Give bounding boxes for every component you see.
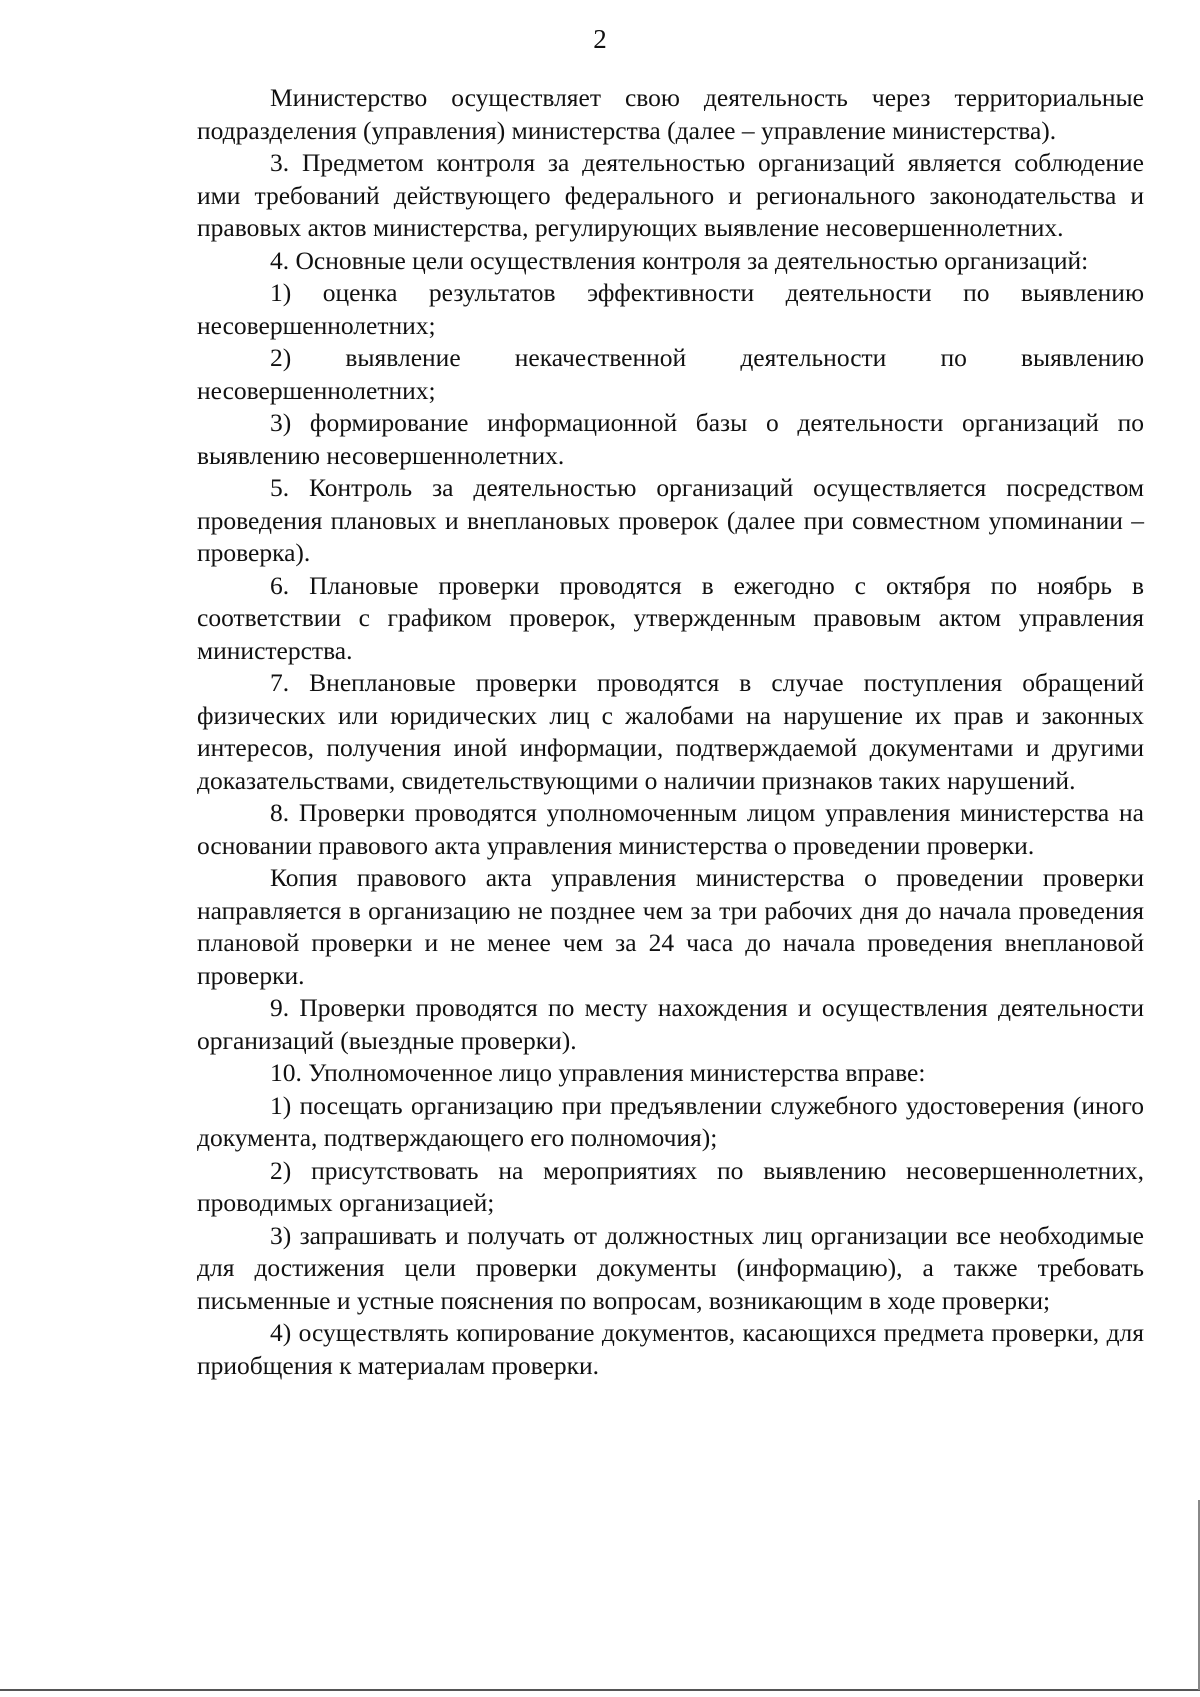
paragraph-10-item-4: 4) осуществлять копирование документов, касающихся предмета проверки, для приобщения к материалам проверки. xyxy=(197,1318,1144,1380)
paragraph-4-item-1: 1) оценка результатов эффективности деятельности по выявлению несовершеннолетних; xyxy=(197,278,1144,340)
paragraph-10-rights: 10. Уполномоченное лицо управления министерства вправе: xyxy=(270,1058,926,1087)
paragraph-4-item-3: 3) формирование информационной базы о деятельности организаций по выявлению несовершеннолетних. xyxy=(197,408,1144,470)
paragraph-ministry-activity: Министерство осуществляет свою деятельность через территориальные подразделения (управления) министерства (далее – управление министерства). xyxy=(197,83,1144,145)
paragraph-7-unplanned: 7. Внеплановые проверки проводятся в случае поступления обращений физических или юридических лиц с жалобами на нарушение их прав и законных интересов, получения иной информации, подтверждаемой документами и другими доказательствами, свидетельствующими о наличии признаков таких нарушений. xyxy=(197,668,1144,795)
paragraph-4-item-2: 2) выявление некачественной деятельности по выявлению несовершеннолетних; xyxy=(197,343,1144,405)
paragraph-4-goals: 4. Основные цели осуществления контроля за деятельностью организаций: xyxy=(270,245,1089,275)
paragraph-6-planned: 6. Плановые проверки проводятся в ежегодно с октября по ноябрь в соответствии с графиком проверок, утвержденным правовым актом управления министерства. xyxy=(197,570,1144,665)
paragraph-5-control: 5. Контроль за деятельностью организаций осуществляется посредством проведения плановых и внеплановых проверок (далее при совместном упоминании – проверка). xyxy=(197,473,1144,567)
paragraph-10-item-3: 3) запрашивать и получать от должностных лиц организации все необходимые для достижения цели проверки документы (информацию), а также требовать письменные и устные пояснения по вопросам, возникающим в ходе проверки; xyxy=(197,1220,1144,1315)
paragraph-3-subject: 3. Предметом контроля за деятельностью организаций является соблюдение ими требований действующего федерального и регионального законодательства и правовых актов министерства, регулирующих выявление несовершеннолетних. xyxy=(197,148,1144,242)
page-bottom-edge xyxy=(0,1689,1200,1691)
document-body xyxy=(197,82,1144,1382)
paragraph-10-item-1: 1) посещать организацию при предъявлении служебного удостоверения (иного документа, подтверждающего его полномочия); xyxy=(197,1090,1144,1152)
paragraph-8-copy: Копия правового акта управления министерства о проведении проверки направляется в организацию не позднее чем за три рабочих дня до начала проведения плановой проверки и не менее чем за 24 часа до начала проведения внеплановой проверки. xyxy=(197,863,1144,990)
paragraph-8-inspections: 8. Проверки проводятся уполномоченным лицом управления министерства на основании правового акта управления министерства о проведении проверки. xyxy=(197,798,1144,860)
page-number: 2 xyxy=(593,24,607,54)
paragraph-10-item-2: 2) присутствовать на мероприятиях по выявлению несовершеннолетних, проводимых организацией; xyxy=(197,1155,1144,1217)
paragraph-9-location: 9. Проверки проводятся по месту нахождения и осуществления деятельности организаций (выездные проверки). xyxy=(197,993,1144,1055)
